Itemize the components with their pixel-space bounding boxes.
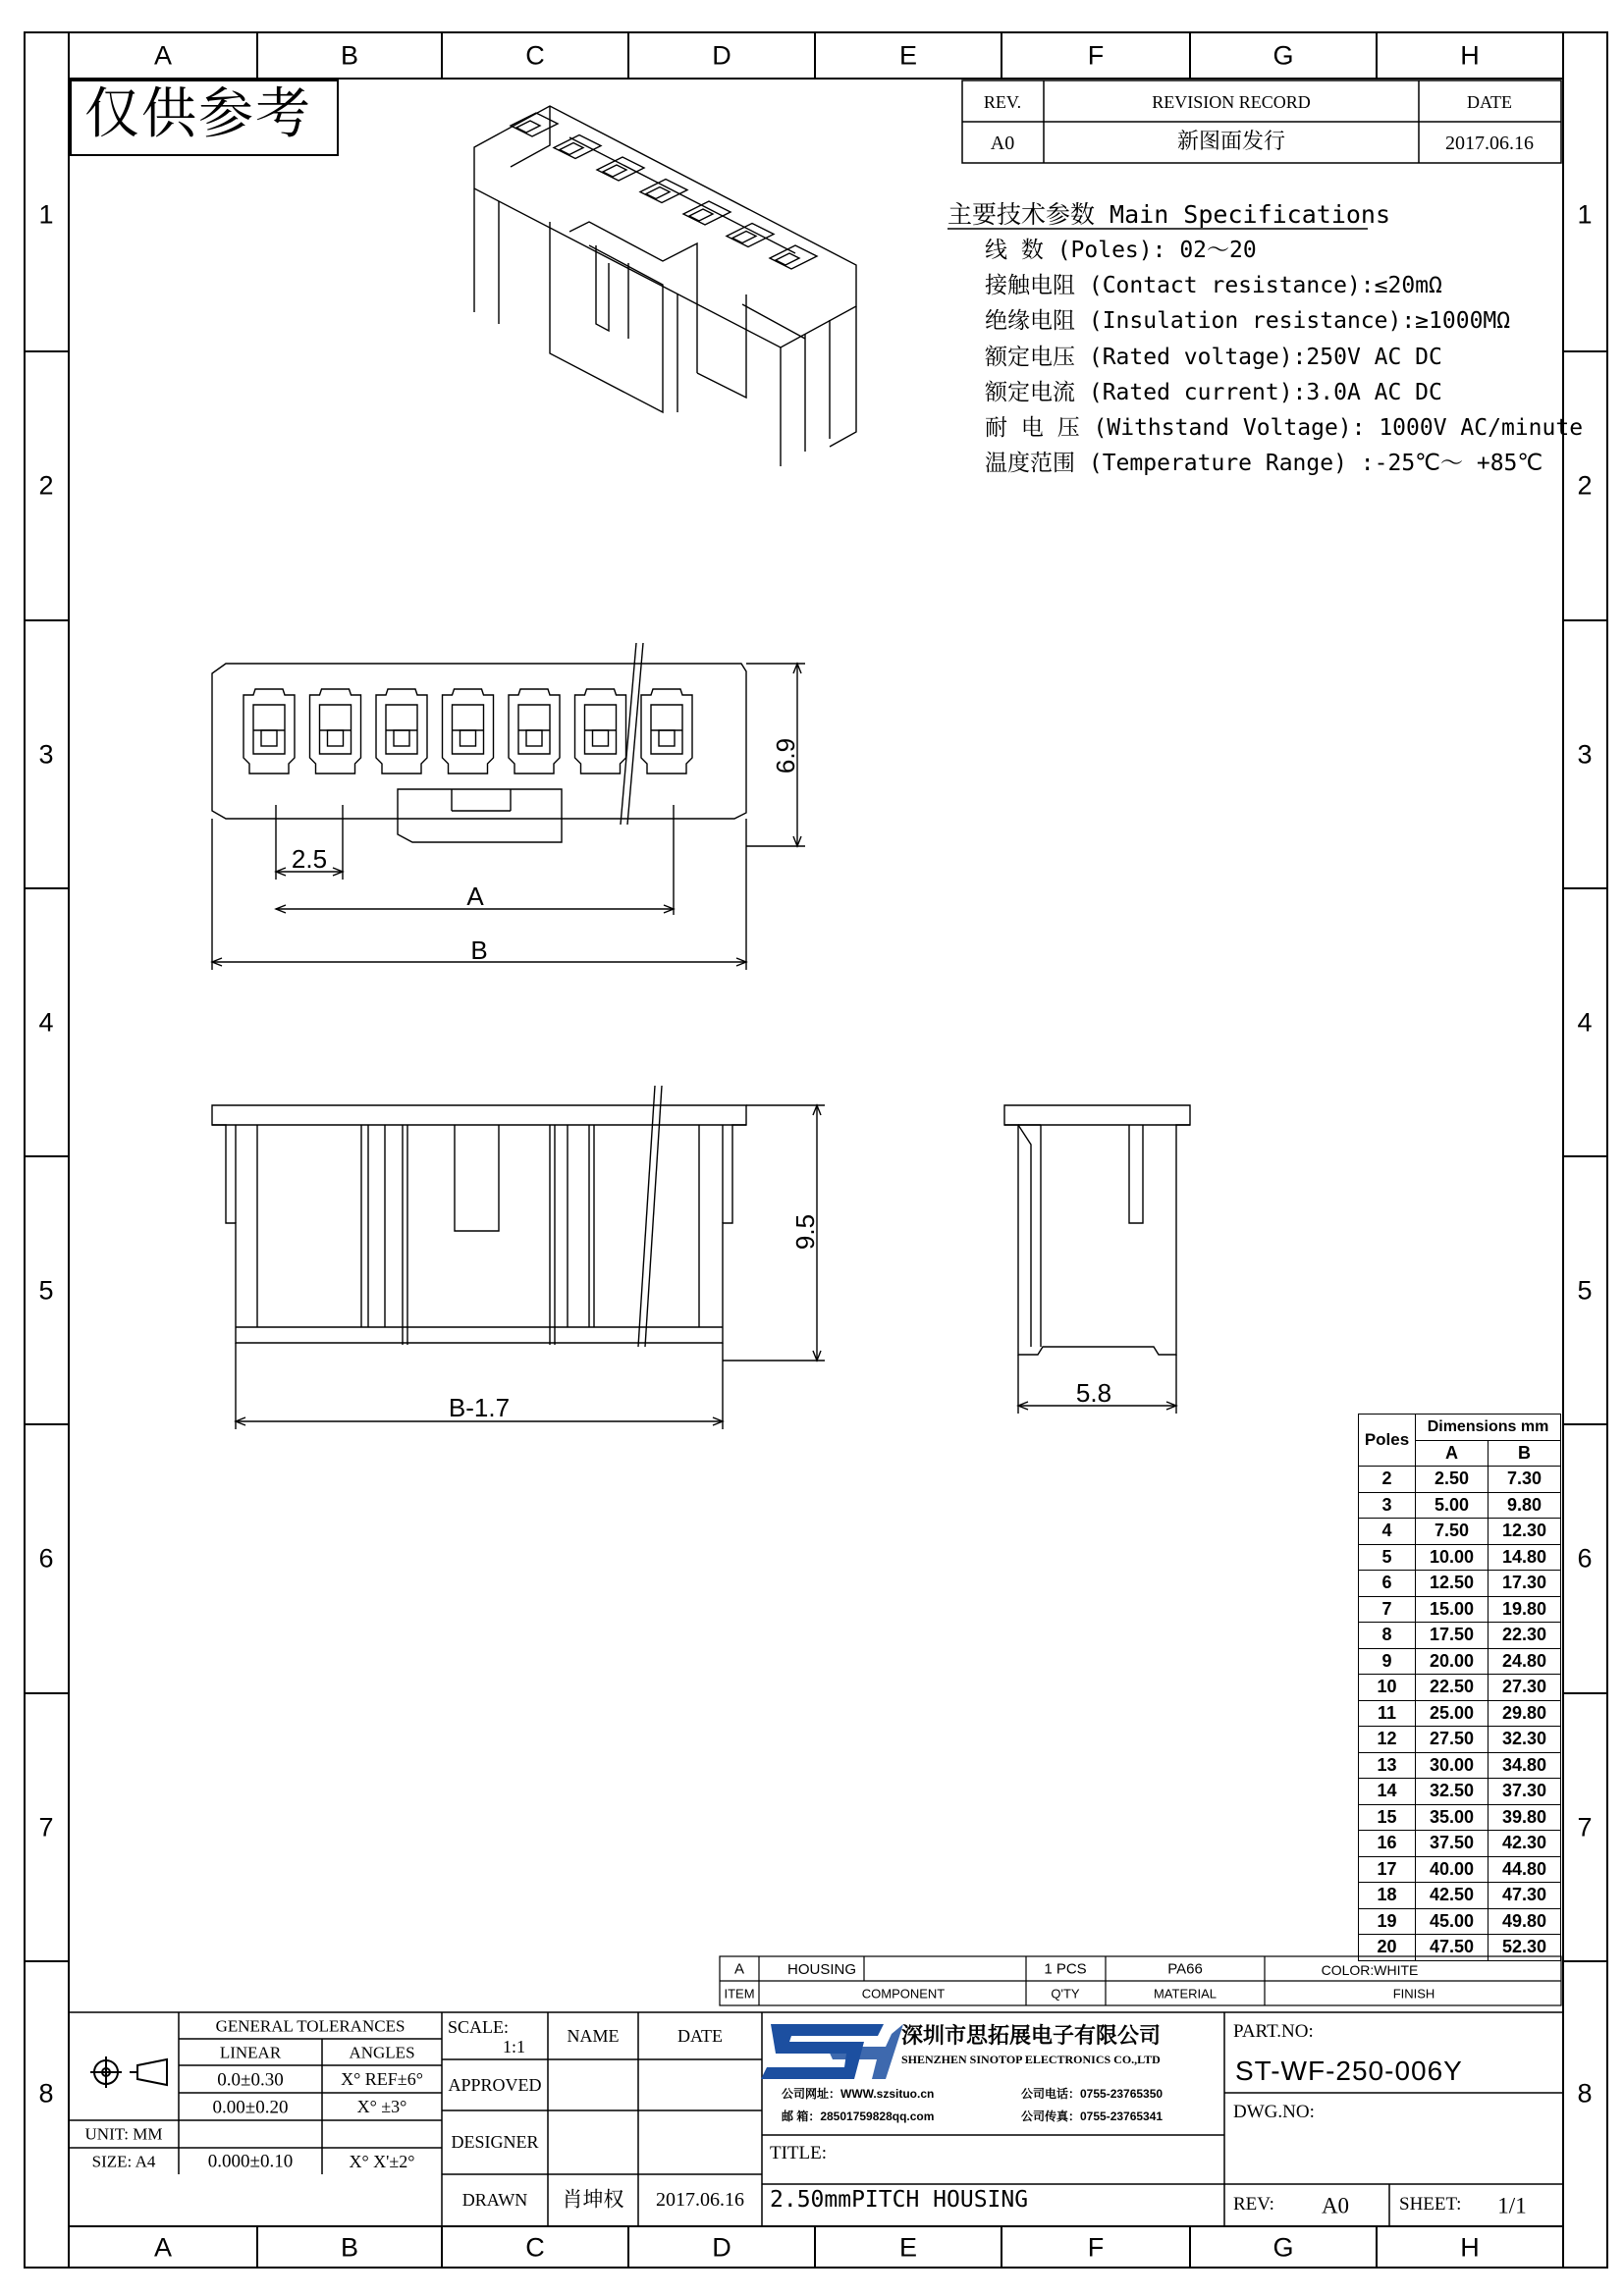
poles-cell: 2 — [1359, 1467, 1416, 1493]
side-view — [1004, 1105, 1190, 1414]
revision-date-value: 2017.06.16 — [1445, 133, 1534, 154]
dim-b-cell: 39.80 — [1489, 1804, 1561, 1831]
bom-finish-header: FINISH — [1392, 1986, 1435, 2002]
dim-b-cell: 27.30 — [1489, 1675, 1561, 1701]
spec-line: 额定电压 (Rated voltage):250V AC DC — [985, 344, 1442, 370]
bom-item-header: ITEM — [724, 1986, 755, 2002]
dim-b-cell: 19.80 — [1489, 1596, 1561, 1623]
rev-value: A0 — [990, 133, 1015, 154]
poles-cell: 5 — [1359, 1544, 1416, 1571]
part-no-label: PART.NO: — [1233, 2021, 1314, 2042]
row-label-left: 3 — [38, 739, 54, 769]
poles-cell: 20 — [1359, 1935, 1416, 1961]
poles-cell: 19 — [1359, 1908, 1416, 1935]
company-website: 公司网址：WWW.szsituo.cn — [782, 2087, 935, 2101]
date-column-header: DATE — [677, 2026, 723, 2046]
dim-a-cell: 2.50 — [1416, 1467, 1489, 1493]
dim-a-cell: 47.50 — [1416, 1935, 1489, 1961]
tolerances-title: GENERAL TOLERANCES — [215, 2016, 406, 2036]
table-row — [1359, 1596, 1561, 1623]
dim-a-cell: 10.00 — [1416, 1544, 1489, 1571]
dim-a-cell: 12.50 — [1416, 1571, 1489, 1597]
dim-depth: 5.8 — [1075, 1378, 1112, 1408]
row-label-right: 6 — [1577, 1543, 1593, 1574]
company-logo-icon — [761, 2024, 903, 2079]
row-label-left: 6 — [38, 1543, 54, 1574]
dim-a: A — [466, 881, 484, 911]
col-a-header: A — [1416, 1440, 1489, 1467]
dim-a-cell: 40.00 — [1416, 1856, 1489, 1883]
table-row — [1359, 1492, 1561, 1519]
table-row — [1359, 1856, 1561, 1883]
dim-b-cell: 7.30 — [1489, 1467, 1561, 1493]
dim-b-cell: 49.80 — [1489, 1908, 1561, 1935]
dim-a-cell: 32.50 — [1416, 1779, 1489, 1805]
approved-label: APPROVED — [448, 2075, 542, 2095]
tol-linear-2: 0.00±0.20 — [212, 2097, 289, 2118]
poles-cell: 7 — [1359, 1596, 1416, 1623]
dim-b-cell: 44.80 — [1489, 1856, 1561, 1883]
poles-cell: 3 — [1359, 1492, 1416, 1519]
spec-line: 温度范围 (Temperature Range) :-25℃～ +85℃ — [985, 451, 1543, 477]
rev-header: REV. — [983, 92, 1022, 112]
row-label-right: 5 — [1577, 1275, 1593, 1305]
column-label-top: G — [1272, 40, 1294, 71]
tol-angle-3: X° X'±2° — [349, 2152, 415, 2171]
spec-line: 耐 电 压 (Withstand Voltage): 1000V AC/minute — [985, 415, 1584, 441]
dim-b-cell: 29.80 — [1489, 1700, 1561, 1727]
tol-angle-1: X° REF±6° — [341, 2069, 423, 2089]
table-row — [1359, 1648, 1561, 1675]
date-header: DATE — [1467, 92, 1512, 112]
company-email: 邮 箱：28501759828qq.com — [782, 2109, 935, 2123]
column-label-top: C — [525, 40, 545, 71]
row-label-right: 2 — [1577, 470, 1593, 501]
table-row — [1359, 1935, 1561, 1961]
poles-cell: 9 — [1359, 1648, 1416, 1675]
rev-value-block: A0 — [1321, 2193, 1350, 2218]
row-label-right: 4 — [1577, 1007, 1593, 1037]
dim-b-cell: 17.30 — [1489, 1571, 1561, 1597]
column-label-bottom: E — [898, 2232, 918, 2263]
dim-a-cell: 42.50 — [1416, 1883, 1489, 1909]
front-view — [212, 1086, 825, 1429]
projection-symbol-icon — [90, 2056, 167, 2088]
tol-angle-2: X° ±3° — [356, 2097, 407, 2116]
poles-cell: 6 — [1359, 1571, 1416, 1597]
dim-b: B — [470, 935, 488, 965]
spec-heading: 主要技术参数 Main Specifications — [947, 200, 1391, 229]
scale-label: SCALE: — [448, 2017, 510, 2037]
column-label-bottom: D — [712, 2232, 731, 2263]
dimensions-header: Dimensions mm — [1416, 1415, 1561, 1441]
poles-cell: 4 — [1359, 1519, 1416, 1545]
poles-cell: 16 — [1359, 1831, 1416, 1857]
company-fax: 公司传真：0755-23765341 — [1021, 2109, 1164, 2123]
dim-b-cell: 52.30 — [1489, 1935, 1561, 1961]
dim-b-cell: 9.80 — [1489, 1492, 1561, 1519]
top-view — [212, 643, 805, 970]
angles-header: ANGLES — [349, 2043, 415, 2062]
bom-qty: 1 PCS — [1044, 1960, 1087, 1978]
dim-a-cell: 20.00 — [1416, 1648, 1489, 1675]
scale-value: 1:1 — [503, 2037, 526, 2056]
spec-line: 绝缘电阻 (Insulation resistance):≥1000MΩ — [985, 308, 1511, 335]
revision-record-value: 新图面发行 — [1176, 130, 1286, 154]
poles-header: Poles — [1359, 1415, 1416, 1467]
dim-height-front: 9.5 — [790, 1213, 820, 1251]
drawn-name: 肖坤权 — [562, 2187, 624, 2212]
row-label-left: 8 — [38, 2078, 54, 2109]
dim-pitch: 2.5 — [291, 844, 328, 874]
table-row — [1359, 1752, 1561, 1779]
dim-b-cell: 22.30 — [1489, 1623, 1561, 1649]
dim-b-cell: 12.30 — [1489, 1519, 1561, 1545]
poles-cell: 12 — [1359, 1727, 1416, 1753]
dimensions-table — [1358, 1414, 1561, 1961]
spec-line: 额定电流 (Rated current):3.0A AC DC — [985, 379, 1442, 405]
column-label-bottom: H — [1460, 2232, 1480, 2263]
linear-header: LINEAR — [219, 2043, 282, 2062]
name-header: NAME — [567, 2026, 620, 2046]
size-label: SIZE: A4 — [91, 2152, 156, 2171]
poles-cell: 15 — [1359, 1804, 1416, 1831]
drawn-date: 2017.06.16 — [656, 2189, 744, 2211]
revision-record-header: REVISION RECORD — [1152, 92, 1311, 112]
title-label: TITLE: — [770, 2143, 828, 2163]
designer-label: DESIGNER — [451, 2132, 539, 2152]
dim-a-cell: 37.50 — [1416, 1831, 1489, 1857]
column-label-top: D — [712, 40, 731, 71]
dim-b-cell: 24.80 — [1489, 1648, 1561, 1675]
bom-material-header: MATERIAL — [1153, 1986, 1218, 2002]
table-row — [1359, 1544, 1561, 1571]
column-label-top: B — [340, 40, 359, 71]
row-label-right: 3 — [1577, 739, 1593, 769]
dim-a-cell: 45.00 — [1416, 1908, 1489, 1935]
rev-label: REV: — [1233, 2194, 1274, 2215]
dim-b-minus: B-1.7 — [448, 1393, 511, 1422]
table-row — [1359, 1908, 1561, 1935]
bom-component: HOUSING — [787, 1961, 857, 1978]
sheet-value: 1/1 — [1497, 2193, 1527, 2218]
bom-finish: COLOR:WHITE — [1321, 1962, 1419, 1978]
dim-a-cell: 7.50 — [1416, 1519, 1489, 1545]
bom-qty-header: Q'TY — [1051, 1986, 1080, 2002]
table-row — [1359, 1571, 1561, 1597]
spec-line: 接触电阻 (Contact resistance):≤20mΩ — [985, 273, 1442, 299]
company-name-cn: 深圳市思拓展电子有限公司 — [901, 2024, 1162, 2049]
dim-a-cell: 15.00 — [1416, 1596, 1489, 1623]
table-row — [1359, 1623, 1561, 1649]
poles-cell: 11 — [1359, 1700, 1416, 1727]
column-label-bottom: A — [153, 2232, 173, 2263]
dim-a-cell: 5.00 — [1416, 1492, 1489, 1519]
col-b-header: B — [1489, 1440, 1561, 1467]
row-label-right: 1 — [1577, 199, 1593, 230]
column-label-top: E — [898, 40, 918, 71]
dim-a-cell: 22.50 — [1416, 1675, 1489, 1701]
dim-b-cell: 32.30 — [1489, 1727, 1561, 1753]
row-label-left: 5 — [38, 1275, 54, 1305]
sheet-label: SHEET: — [1399, 2194, 1462, 2215]
isometric-view — [474, 106, 856, 466]
poles-cell: 10 — [1359, 1675, 1416, 1701]
dim-a-cell: 35.00 — [1416, 1804, 1489, 1831]
table-row — [1359, 1467, 1561, 1493]
bom-component-header: COMPONENT — [861, 1986, 946, 2002]
table-row — [1359, 1727, 1561, 1753]
table-row — [1359, 1804, 1561, 1831]
drawn-label: DRAWN — [461, 2190, 528, 2210]
dim-a-cell: 17.50 — [1416, 1623, 1489, 1649]
dim-b-cell: 14.80 — [1489, 1544, 1561, 1571]
poles-cell: 17 — [1359, 1856, 1416, 1883]
dim-height-top: 6.9 — [771, 737, 800, 774]
company-name-en: SHENZHEN SINOTOP ELECTRONICS CO.,LTD — [901, 2053, 1161, 2066]
dim-b-cell: 42.30 — [1489, 1831, 1561, 1857]
table-row — [1359, 1700, 1561, 1727]
spec-line: 线 数 (Poles): 02～20 — [985, 238, 1257, 263]
row-label-right: 7 — [1577, 1812, 1593, 1842]
poles-cell: 13 — [1359, 1752, 1416, 1779]
column-label-top: A — [153, 40, 173, 71]
column-label-bottom: G — [1272, 2232, 1294, 2263]
bom-material: PA66 — [1167, 1960, 1203, 1978]
table-row — [1359, 1519, 1561, 1545]
column-label-top: H — [1460, 40, 1480, 71]
row-label-left: 4 — [38, 1007, 54, 1037]
poles-cell: 8 — [1359, 1623, 1416, 1649]
row-label-right: 8 — [1577, 2078, 1593, 2109]
dim-b-cell: 47.30 — [1489, 1883, 1561, 1909]
row-label-left: 2 — [38, 470, 54, 501]
poles-cell: 14 — [1359, 1779, 1416, 1805]
reference-stamp: 仅供参考 — [84, 82, 312, 146]
company-phone: 公司电话：0755-23765350 — [1021, 2087, 1164, 2101]
drawing-title: 2.50mmPITCH HOUSING — [770, 2187, 1029, 2213]
table-row — [1359, 1779, 1561, 1805]
table-row — [1359, 1831, 1561, 1857]
dim-a-cell: 25.00 — [1416, 1700, 1489, 1727]
dim-b-cell: 37.30 — [1489, 1779, 1561, 1805]
table-row — [1359, 1883, 1561, 1909]
dim-a-cell: 30.00 — [1416, 1752, 1489, 1779]
table-row — [1359, 1675, 1561, 1701]
tol-linear-1: 0.0±0.30 — [217, 2069, 284, 2091]
tol-linear-3: 0.000±0.10 — [207, 2151, 294, 2172]
dim-a-cell: 27.50 — [1416, 1727, 1489, 1753]
dwg-no-label: DWG.NO: — [1233, 2102, 1315, 2122]
row-label-left: 7 — [38, 1812, 54, 1842]
bom-item: A — [733, 1960, 745, 1978]
part-number: ST-WF-250-006Y — [1235, 2056, 1463, 2086]
poles-cell: 18 — [1359, 1883, 1416, 1909]
dim-b-cell: 34.80 — [1489, 1752, 1561, 1779]
column-label-bottom: F — [1087, 2232, 1105, 2263]
column-label-top: F — [1087, 40, 1105, 71]
row-label-left: 1 — [38, 199, 54, 230]
column-label-bottom: C — [525, 2232, 545, 2263]
unit-label: UNIT: MM — [84, 2124, 163, 2144]
column-label-bottom: B — [340, 2232, 359, 2263]
